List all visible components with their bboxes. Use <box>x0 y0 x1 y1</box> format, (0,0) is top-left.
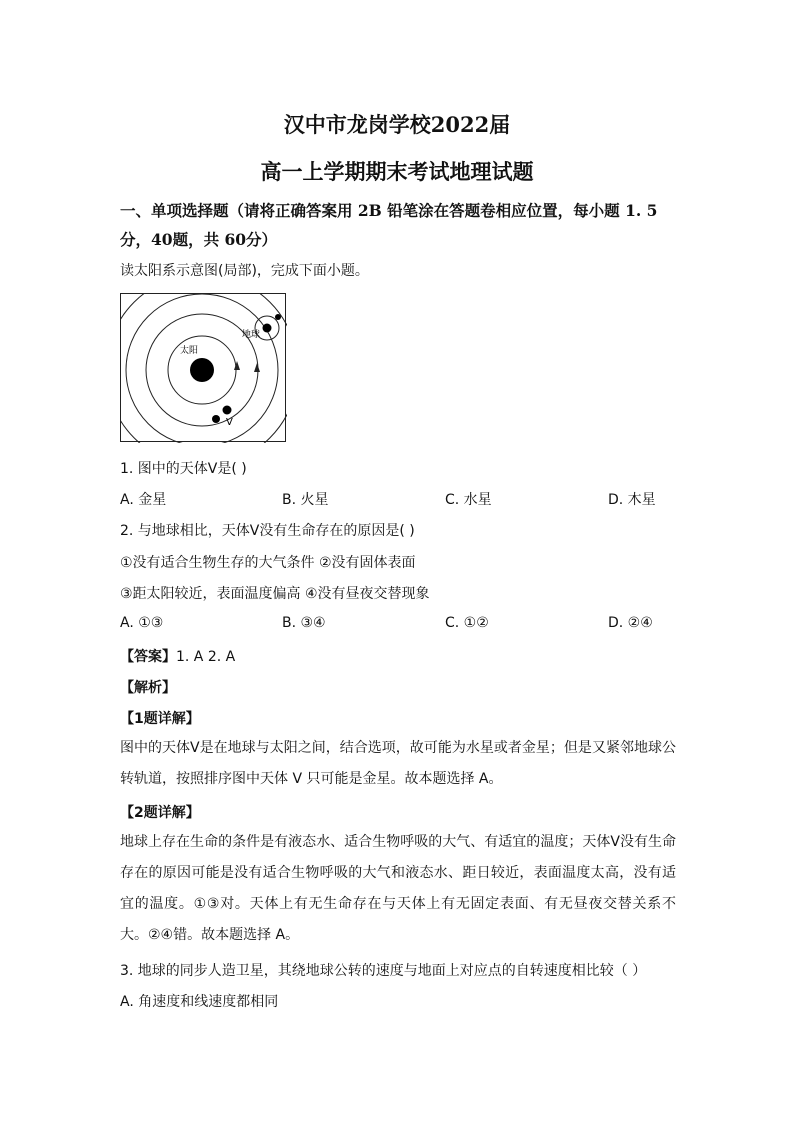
q2-option-c[interactable]: C. ①② <box>445 615 489 631</box>
q1-option-d[interactable]: D. 木星 <box>608 492 656 508</box>
answer-text: 1. A 2. A <box>176 649 236 665</box>
answer-line <box>120 646 235 666</box>
sun-label: 太阳 <box>180 346 199 356</box>
analysis-label: 【解析】 <box>120 680 176 696</box>
planet-small <box>212 415 220 423</box>
q1-stem: 1. 图中的天体Ⅴ是( ) <box>120 461 247 477</box>
detail2-label: 【2题详解】 <box>120 805 200 821</box>
earth-label: 地球 <box>242 330 261 340</box>
solar-system-figure <box>120 293 287 443</box>
planet-v <box>223 406 232 415</box>
detail2-text: 地球上存在生命的条件是有液态水、适合生物呼吸的大气、有适宜的温度；天体Ⅴ没有生命存在的原因可能是没有适合生物呼吸的大气和液态水、距日较近，表面温度太高，没有适宜的温度。①③对。天体上有无生命存在与天体上有无固定表面、有无昼夜交替关系不大。②④错。故本题选择 A。 <box>120 834 676 943</box>
q3-stem: 3. 地球的同步人造卫星，其绕地球公转的速度与地面上对应点的自转速度相比较（ ） <box>120 963 647 979</box>
title-line-2: 高一上学期期末考试地理试题 <box>260 159 534 184</box>
q1-option-b[interactable]: B. 火星 <box>282 492 329 508</box>
q2-option-d[interactable]: D. ②④ <box>608 615 653 631</box>
intro-text: 读太阳系示意图(局部)，完成下面小题。 <box>120 263 369 279</box>
q1-option-a[interactable]: A. 金星 <box>120 492 167 508</box>
q2-choice-line-2: ③距太阳较近，表面温度偏高 ④没有昼夜交替现象 <box>120 586 430 602</box>
moon-body <box>275 314 281 320</box>
section-heading: 一、单项选择题（请将正确答案用 2B 铅笔涂在答题卷相应位置，每小题 1. 5 分，40题，共 60分） <box>120 201 658 249</box>
detail1-text: 图中的天体Ⅴ是在地球与太阳之间，结合选项，故可能为水星或者金星；但是又紧邻地球公转轨道，按照排序图中天体 V 只可能是金星。故本题选择 A。 <box>120 740 676 787</box>
title-line-1: 汉中市龙岗学校2022届 <box>283 112 511 137</box>
planet-v-label: V <box>226 417 233 428</box>
q2-option-b[interactable]: B. ③④ <box>282 615 326 631</box>
q2-choice-line-1: ①没有适合生物生存的大气条件 ②没有固体表面 <box>120 555 416 571</box>
q1-option-c[interactable]: C. 水星 <box>445 492 492 508</box>
detail1-label: 【1题详解】 <box>120 711 200 727</box>
q3-option-a[interactable]: A. 角速度和线速度都相同 <box>120 994 279 1010</box>
sun-body <box>190 358 214 382</box>
q2-stem: 2. 与地球相比，天体Ⅴ没有生命存在的原因是( ) <box>120 523 415 539</box>
q2-option-a[interactable]: A. ①③ <box>120 615 164 631</box>
answer-label: 【答案】 <box>120 649 176 665</box>
earth-body <box>263 324 272 333</box>
